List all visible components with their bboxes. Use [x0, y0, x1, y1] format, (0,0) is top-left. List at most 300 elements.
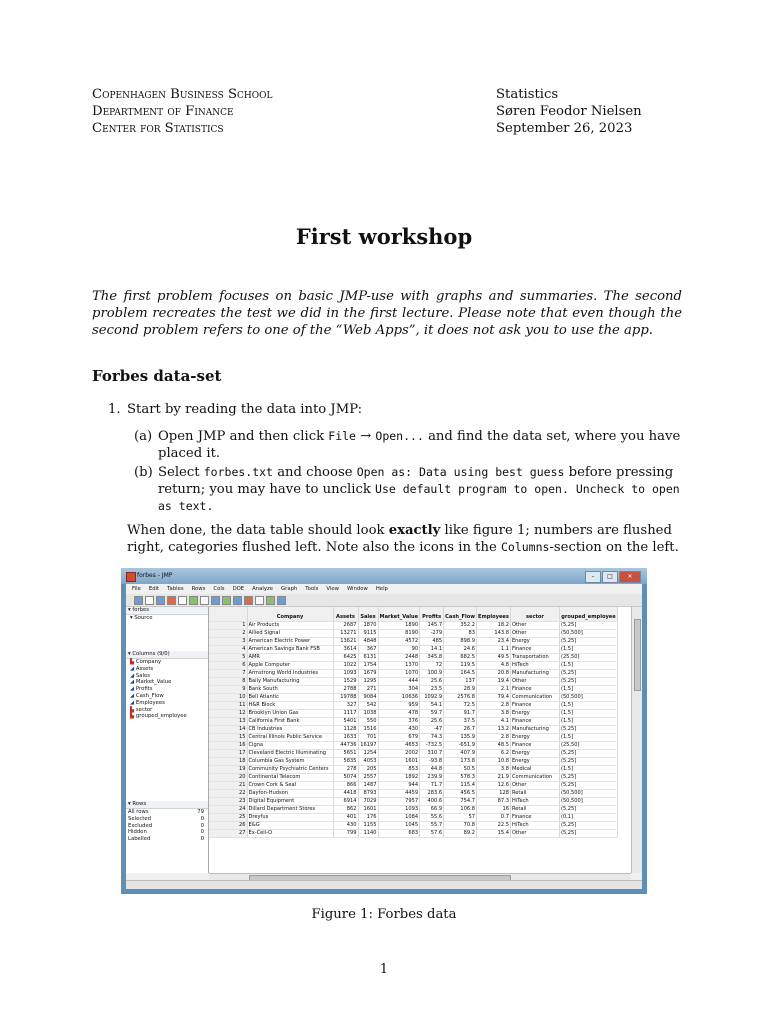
table-cell: 444	[378, 678, 420, 686]
table-cell: 550	[358, 718, 378, 726]
code-columns: Columns	[500, 540, 550, 554]
header-author: Søren Feodor Nielsen	[496, 104, 642, 119]
table-cell: 13.2	[476, 726, 510, 734]
table-cell: 430	[333, 822, 358, 830]
figure-caption: Figure 1: Forbes data	[311, 907, 457, 922]
continuous-icon: ◢	[130, 692, 136, 699]
code-file: File	[328, 429, 356, 443]
column-header: sector	[510, 607, 559, 622]
table-cell: (5,25]	[559, 758, 617, 766]
table-cell: 13621	[333, 638, 358, 646]
table-cell: 55.6	[420, 814, 444, 822]
table-cell: 682.5	[444, 654, 477, 662]
print-icon	[200, 596, 209, 605]
jmp-app-icon	[126, 572, 136, 582]
table-cell: (1,5]	[559, 710, 617, 718]
row-number: 5	[209, 654, 247, 662]
table-row	[209, 782, 617, 790]
row-number: 3	[209, 638, 247, 646]
table-cell: 4653	[378, 742, 420, 750]
table-cell: 19.4	[476, 678, 510, 686]
table-cell: 15.4	[476, 830, 510, 838]
table-cell: 1370	[378, 662, 420, 670]
table-cell: 9115	[358, 630, 378, 638]
continuous-icon: ◢	[130, 679, 136, 686]
table-cell: 4053	[358, 758, 378, 766]
table-cell: 19788	[333, 694, 358, 702]
table-cell: Energy	[510, 734, 559, 742]
table-cell: 18.2	[476, 622, 510, 630]
table-cell: -651.9	[444, 742, 477, 750]
menu-tools: Tools	[305, 586, 319, 592]
row-number: 24	[209, 806, 247, 814]
nominal-icon: ▙	[130, 713, 136, 720]
columns-header: ▾ Columns (9/0)	[126, 651, 208, 659]
continuous-icon: ◢	[130, 699, 136, 706]
menu-view: View	[326, 586, 339, 592]
table-cell: 959	[378, 702, 420, 710]
row-number: 27	[209, 830, 247, 838]
distribution-icon	[233, 596, 242, 605]
table-cell: 12.6	[476, 782, 510, 790]
minimize-icon: –	[585, 571, 601, 583]
table-cell: HiTech	[510, 662, 559, 670]
row-number: 16	[209, 742, 247, 750]
column-header: Cash_Flow	[444, 607, 477, 622]
table-cell: Manufacturing	[510, 726, 559, 734]
rows-panel	[126, 801, 208, 873]
graph-icon	[222, 596, 231, 605]
menu-analyze: Analyze	[252, 586, 274, 592]
table-cell: 1529	[333, 678, 358, 686]
row-number: 2	[209, 630, 247, 638]
table-cell: Finance	[510, 814, 559, 822]
table-cell: (5,25]	[559, 638, 617, 646]
column-header: Assets	[333, 607, 358, 622]
row-number: 12	[209, 710, 247, 718]
menu-window: Window	[346, 586, 368, 592]
table-cell: HiTech	[510, 798, 559, 806]
table-row	[209, 814, 617, 822]
table-cell: (50,500]	[559, 694, 617, 702]
table-cell: 135.9	[444, 734, 477, 742]
table-cell: (1,5]	[559, 686, 617, 694]
column-item	[126, 679, 208, 686]
rows-summary-label: Excluded	[128, 822, 153, 829]
code-open-as: Open as: Data using best guess	[356, 465, 565, 479]
table-cell: (5,25]	[559, 822, 617, 830]
paste-icon	[189, 596, 198, 605]
table-cell: 1140	[358, 830, 378, 838]
page-number: 1	[379, 962, 389, 977]
table-cell: 1070	[378, 670, 420, 678]
table-cell: 5651	[333, 750, 358, 758]
table-cell: 2.1	[476, 686, 510, 694]
table-cell: 3.8	[476, 710, 510, 718]
continuous-icon: ◢	[130, 686, 136, 693]
table-cell: 115.4	[444, 782, 477, 790]
table-cell: 367	[358, 646, 378, 654]
table-cell: 5835	[333, 758, 358, 766]
header-date: September 26, 2023	[496, 121, 633, 136]
open-icon	[145, 596, 154, 605]
table-cell: 128	[476, 790, 510, 798]
table-cell: 1038	[358, 710, 378, 718]
table-cell: 71.7	[420, 782, 444, 790]
table-cell: 2.8	[476, 702, 510, 710]
table-row	[209, 790, 617, 798]
table-row	[209, 670, 617, 678]
table-cell: 1892	[378, 774, 420, 782]
table-cell: Central Illinois Public Service	[247, 734, 333, 742]
table-cell: 456.5	[444, 790, 477, 798]
jmp-window-title: forbes - JMP	[137, 572, 173, 579]
table-cell: 44736	[333, 742, 358, 750]
table-cell: 898.9	[444, 638, 477, 646]
table-cell: Bell Atlantic	[247, 694, 333, 702]
table-cell: 8190	[378, 630, 420, 638]
table-cell: Armstrong World Industries	[247, 670, 333, 678]
table-cell: 16	[476, 806, 510, 814]
table-cell: 1601	[358, 806, 378, 814]
sub-a-body: Open JMP and then click File → Open... and find the data set, where you have placed it.	[158, 429, 681, 461]
table-cell: 1487	[358, 782, 378, 790]
table-cell: 271	[358, 686, 378, 694]
row-number: 4	[209, 646, 247, 654]
table-cell: 176	[358, 814, 378, 822]
table-cell: 1601	[378, 758, 420, 766]
table-cell: 205	[358, 766, 378, 774]
table-cell: (5,25]	[559, 726, 617, 734]
table-cell: 278	[333, 766, 358, 774]
table-row	[209, 742, 617, 750]
table-cell: Finance	[510, 742, 559, 750]
table-cell: Transportation	[510, 654, 559, 662]
data-grid	[209, 607, 631, 873]
table-cell: Dayton-Hudson	[247, 790, 333, 798]
table-cell: Ex-Cell-O	[247, 830, 333, 838]
rows-summary-item	[126, 829, 208, 836]
table-cell: Cigna	[247, 742, 333, 750]
table-cell: Columbia Gas System	[247, 758, 333, 766]
table-cell: 1045	[378, 822, 420, 830]
header-right	[496, 86, 642, 137]
table-cell: 25.6	[420, 678, 444, 686]
table-cell: 1092.9	[420, 694, 444, 702]
rows-summary-item	[126, 816, 208, 823]
table-row	[209, 798, 617, 806]
table-cell: 119.5	[444, 662, 477, 670]
table-cell: (1,5]	[559, 734, 617, 742]
rows-summary-label: Hidden	[128, 829, 147, 836]
table-cell: 3.8	[476, 766, 510, 774]
rows-summary-value: 0	[200, 836, 204, 843]
table-cell: 701	[358, 734, 378, 742]
table-cell: (50,500]	[559, 790, 617, 798]
table-cell: 21.9	[476, 774, 510, 782]
rows-summary-label: All rows	[128, 809, 149, 815]
row-number: 15	[209, 734, 247, 742]
jmp-window-figure	[121, 568, 647, 894]
table-cell: 304	[378, 686, 420, 694]
column-name: grouped_employee	[135, 713, 187, 720]
table-cell: 1870	[358, 622, 378, 630]
code-filename: forbes.txt	[203, 465, 273, 479]
table-cell: -93.8	[420, 758, 444, 766]
table-row	[209, 702, 617, 710]
table-cell: 4.8	[476, 662, 510, 670]
column-name: Cash_Flow	[135, 692, 164, 699]
column-name: Market_Value	[135, 679, 172, 686]
menu-cols: Cols	[213, 586, 225, 592]
table-cell: American Savings Bank FSB	[247, 646, 333, 654]
table-cell: 1084	[378, 814, 420, 822]
table-cell: Community Psychiatric Centers	[247, 766, 333, 774]
table-cell: 137	[444, 678, 477, 686]
table-cell: 1679	[358, 670, 378, 678]
table-cell: (25,50]	[559, 742, 617, 750]
table-cell: H&R Block	[247, 702, 333, 710]
table-row	[209, 806, 617, 814]
table-cell: Other	[510, 678, 559, 686]
row-number: 11	[209, 702, 247, 710]
sub-b-body: Select forbes.txt and choose Open as: Data using best guess before pressing return; you may have to unclick Use default program to open. Uncheck to open as text.	[158, 465, 680, 513]
column-name: sector	[135, 706, 153, 713]
table-cell: (5,25]	[559, 670, 617, 678]
table-cell: 10636	[378, 694, 420, 702]
table-cell: Bank South	[247, 686, 333, 694]
table-cell: 853	[378, 766, 420, 774]
table-row	[209, 646, 617, 654]
table-cell: 1254	[358, 750, 378, 758]
table-cell: 5074	[333, 774, 358, 782]
page-title: First workshop	[295, 224, 473, 249]
table-cell: 6425	[333, 654, 358, 662]
rows-summary-value: 79	[197, 809, 204, 815]
abstract: The first problem focuses on basic JMP-use with graphs and summaries. The second problem recreates the test we did in the first lecture. Please note that even though the second problem refers to one of the “Web Apps”, it does not ask you to use the app.	[92, 289, 682, 338]
table-cell: (0,1]	[559, 814, 617, 822]
table-cell: 2557	[358, 774, 378, 782]
table-row	[209, 694, 617, 702]
table-cell: 5401	[333, 718, 358, 726]
row-number: 6	[209, 662, 247, 670]
table-cell: CB Industries	[247, 726, 333, 734]
column-name: Sales	[135, 672, 151, 679]
table-cell: 79.4	[476, 694, 510, 702]
table-cell: 485	[420, 638, 444, 646]
header-center: Center for Statistics	[92, 121, 224, 136]
row-number: 20	[209, 774, 247, 782]
table-cell: 28.9	[444, 686, 477, 694]
table-cell: Apple Computer	[247, 662, 333, 670]
row-number: 13	[209, 718, 247, 726]
column-header: grouped_employee	[559, 607, 617, 622]
table-cell: 50.5	[444, 766, 477, 774]
table-cell: 22.5	[476, 822, 510, 830]
table-cell: 55.7	[420, 822, 444, 830]
table-cell: 1516	[358, 726, 378, 734]
copy-icon	[178, 596, 187, 605]
row-number: 10	[209, 694, 247, 702]
help-icon	[277, 596, 286, 605]
table-cell: 100.9	[420, 670, 444, 678]
table-cell: 9084	[358, 694, 378, 702]
new-icon	[134, 596, 143, 605]
table-cell: 754.7	[444, 798, 477, 806]
table-cell: 1022	[333, 662, 358, 670]
row-number: 26	[209, 822, 247, 830]
table-cell: (5,25]	[559, 750, 617, 758]
item-number: 1.	[108, 402, 121, 417]
table-cell: 4572	[378, 638, 420, 646]
table-cell: 90	[378, 646, 420, 654]
rows-summary-value: 0	[200, 815, 204, 822]
column-item	[126, 693, 208, 700]
table-cell: 6914	[333, 798, 358, 806]
code-default-program: Use default program to open. Uncheck to open as text.	[158, 482, 680, 513]
table-cell: 25.6	[420, 718, 444, 726]
table-cell: 352.2	[444, 622, 477, 630]
table-cell: 542	[358, 702, 378, 710]
table-cell: 24.6	[444, 646, 477, 654]
table-cell: 173.8	[444, 758, 477, 766]
table-cell: (1,5]	[559, 646, 617, 654]
table-cell: 48.5	[476, 742, 510, 750]
table-cell: Dreyfus	[247, 814, 333, 822]
table-cell: 310.7	[420, 750, 444, 758]
table-cell: 3614	[333, 646, 358, 654]
table-row	[209, 678, 617, 686]
table-cell: 4459	[378, 790, 420, 798]
table-cell: 44.8	[420, 766, 444, 774]
column-item	[126, 700, 208, 707]
row-number: 1	[209, 622, 247, 630]
table-cell: 83	[444, 630, 477, 638]
table-cell: Brooklyn Union Gas	[247, 710, 333, 718]
table-icon	[211, 596, 220, 605]
table-cell: 478	[378, 710, 420, 718]
table-cell: 89.2	[444, 830, 477, 838]
table-cell: (5,25]	[559, 622, 617, 630]
nominal-icon: ▙	[130, 706, 136, 713]
rows-summary-label: Selected	[128, 815, 151, 822]
table-row	[209, 622, 617, 630]
table-cell: 4.1	[476, 718, 510, 726]
table-cell: 283.6	[420, 790, 444, 798]
row-number: 14	[209, 726, 247, 734]
script-icon	[255, 596, 264, 605]
table-cell: 376	[378, 718, 420, 726]
row-number: 22	[209, 790, 247, 798]
table-row	[209, 662, 617, 670]
code-open: Open...	[375, 429, 424, 443]
table-cell: 944	[378, 782, 420, 790]
source-script: ▾ Source	[130, 615, 153, 621]
sub-a-label: (a)	[134, 429, 153, 444]
table-cell: Other	[510, 630, 559, 638]
row-number: 21	[209, 782, 247, 790]
rows-summary-value: 0	[200, 822, 204, 829]
table-cell: 26.7	[444, 726, 477, 734]
table-cell: Finance	[510, 646, 559, 654]
sub-b-label: (b)	[134, 465, 153, 480]
menu-rows: Rows	[191, 586, 206, 592]
table-cell: 1295	[358, 678, 378, 686]
menu-doe: DOE	[232, 586, 245, 592]
row-number: 19	[209, 766, 247, 774]
table-cell: 66.9	[420, 806, 444, 814]
table-row	[209, 726, 617, 734]
column-item	[126, 713, 208, 720]
table-cell: Baily Manufacturing	[247, 678, 333, 686]
item-text: Start by reading the data into JMP:	[127, 402, 363, 417]
rows-header: ▾ Rows	[126, 801, 208, 809]
jmp-titlebar	[121, 568, 647, 584]
table-cell: 2687	[333, 622, 358, 630]
table-cell: 164.5	[444, 670, 477, 678]
table-cell: 1890	[378, 622, 420, 630]
table-cell: 6131	[358, 654, 378, 662]
table-row	[209, 750, 617, 758]
table-cell: 49.5	[476, 654, 510, 662]
table-cell: (5,25]	[559, 806, 617, 814]
column-item	[126, 659, 208, 666]
table-cell: 145.7	[420, 622, 444, 630]
table-name: ▾ forbes	[126, 607, 208, 615]
table-cell: 54.1	[420, 702, 444, 710]
menu-graph: Graph	[281, 586, 298, 592]
table-cell: 7029	[358, 798, 378, 806]
close-icon: ✕	[619, 571, 641, 583]
row-number: 18	[209, 758, 247, 766]
table-cell: -279	[420, 630, 444, 638]
table-row	[209, 710, 617, 718]
table-cell: 430	[378, 726, 420, 734]
column-name: Assets	[135, 665, 154, 672]
table-cell: (5,25]	[559, 830, 617, 838]
row-number: 7	[209, 670, 247, 678]
jmp-left-panel	[126, 607, 209, 873]
table-cell: 57.6	[420, 830, 444, 838]
column-header: Profits	[420, 607, 444, 622]
rows-summary-item	[126, 823, 208, 830]
table-cell: 143.8	[476, 630, 510, 638]
table-cell: Energy	[510, 638, 559, 646]
header-department: Department of Finance	[92, 104, 234, 119]
row-number: 25	[209, 814, 247, 822]
table-cell: Retail	[510, 806, 559, 814]
table-cell: Allied Signal	[247, 630, 333, 638]
table-cell: (5,25]	[559, 774, 617, 782]
table-cell: 2576.8	[444, 694, 477, 702]
save-icon	[156, 596, 165, 605]
table-cell: Other	[510, 782, 559, 790]
table-row	[209, 654, 617, 662]
table-cell: Retail	[510, 790, 559, 798]
table-cell: (25,50]	[559, 654, 617, 662]
table-cell: Dillard Department Stores	[247, 806, 333, 814]
table-cell: Other	[510, 622, 559, 630]
table-cell: (1,5]	[559, 702, 617, 710]
jmp-toolbar	[126, 594, 642, 607]
table-cell: 1117	[333, 710, 358, 718]
table-cell: (50,500]	[559, 630, 617, 638]
after-paragraph: When done, the data table should look exactly like figure 1; numbers are flushed right, categories flushed left. Note also the icons in the Columns-section on the left.	[127, 523, 679, 555]
column-name: Employees	[135, 699, 165, 706]
rows-summary-value: 0	[200, 829, 204, 836]
table-cell: Energy	[510, 750, 559, 758]
table-cell: 0.7	[476, 814, 510, 822]
